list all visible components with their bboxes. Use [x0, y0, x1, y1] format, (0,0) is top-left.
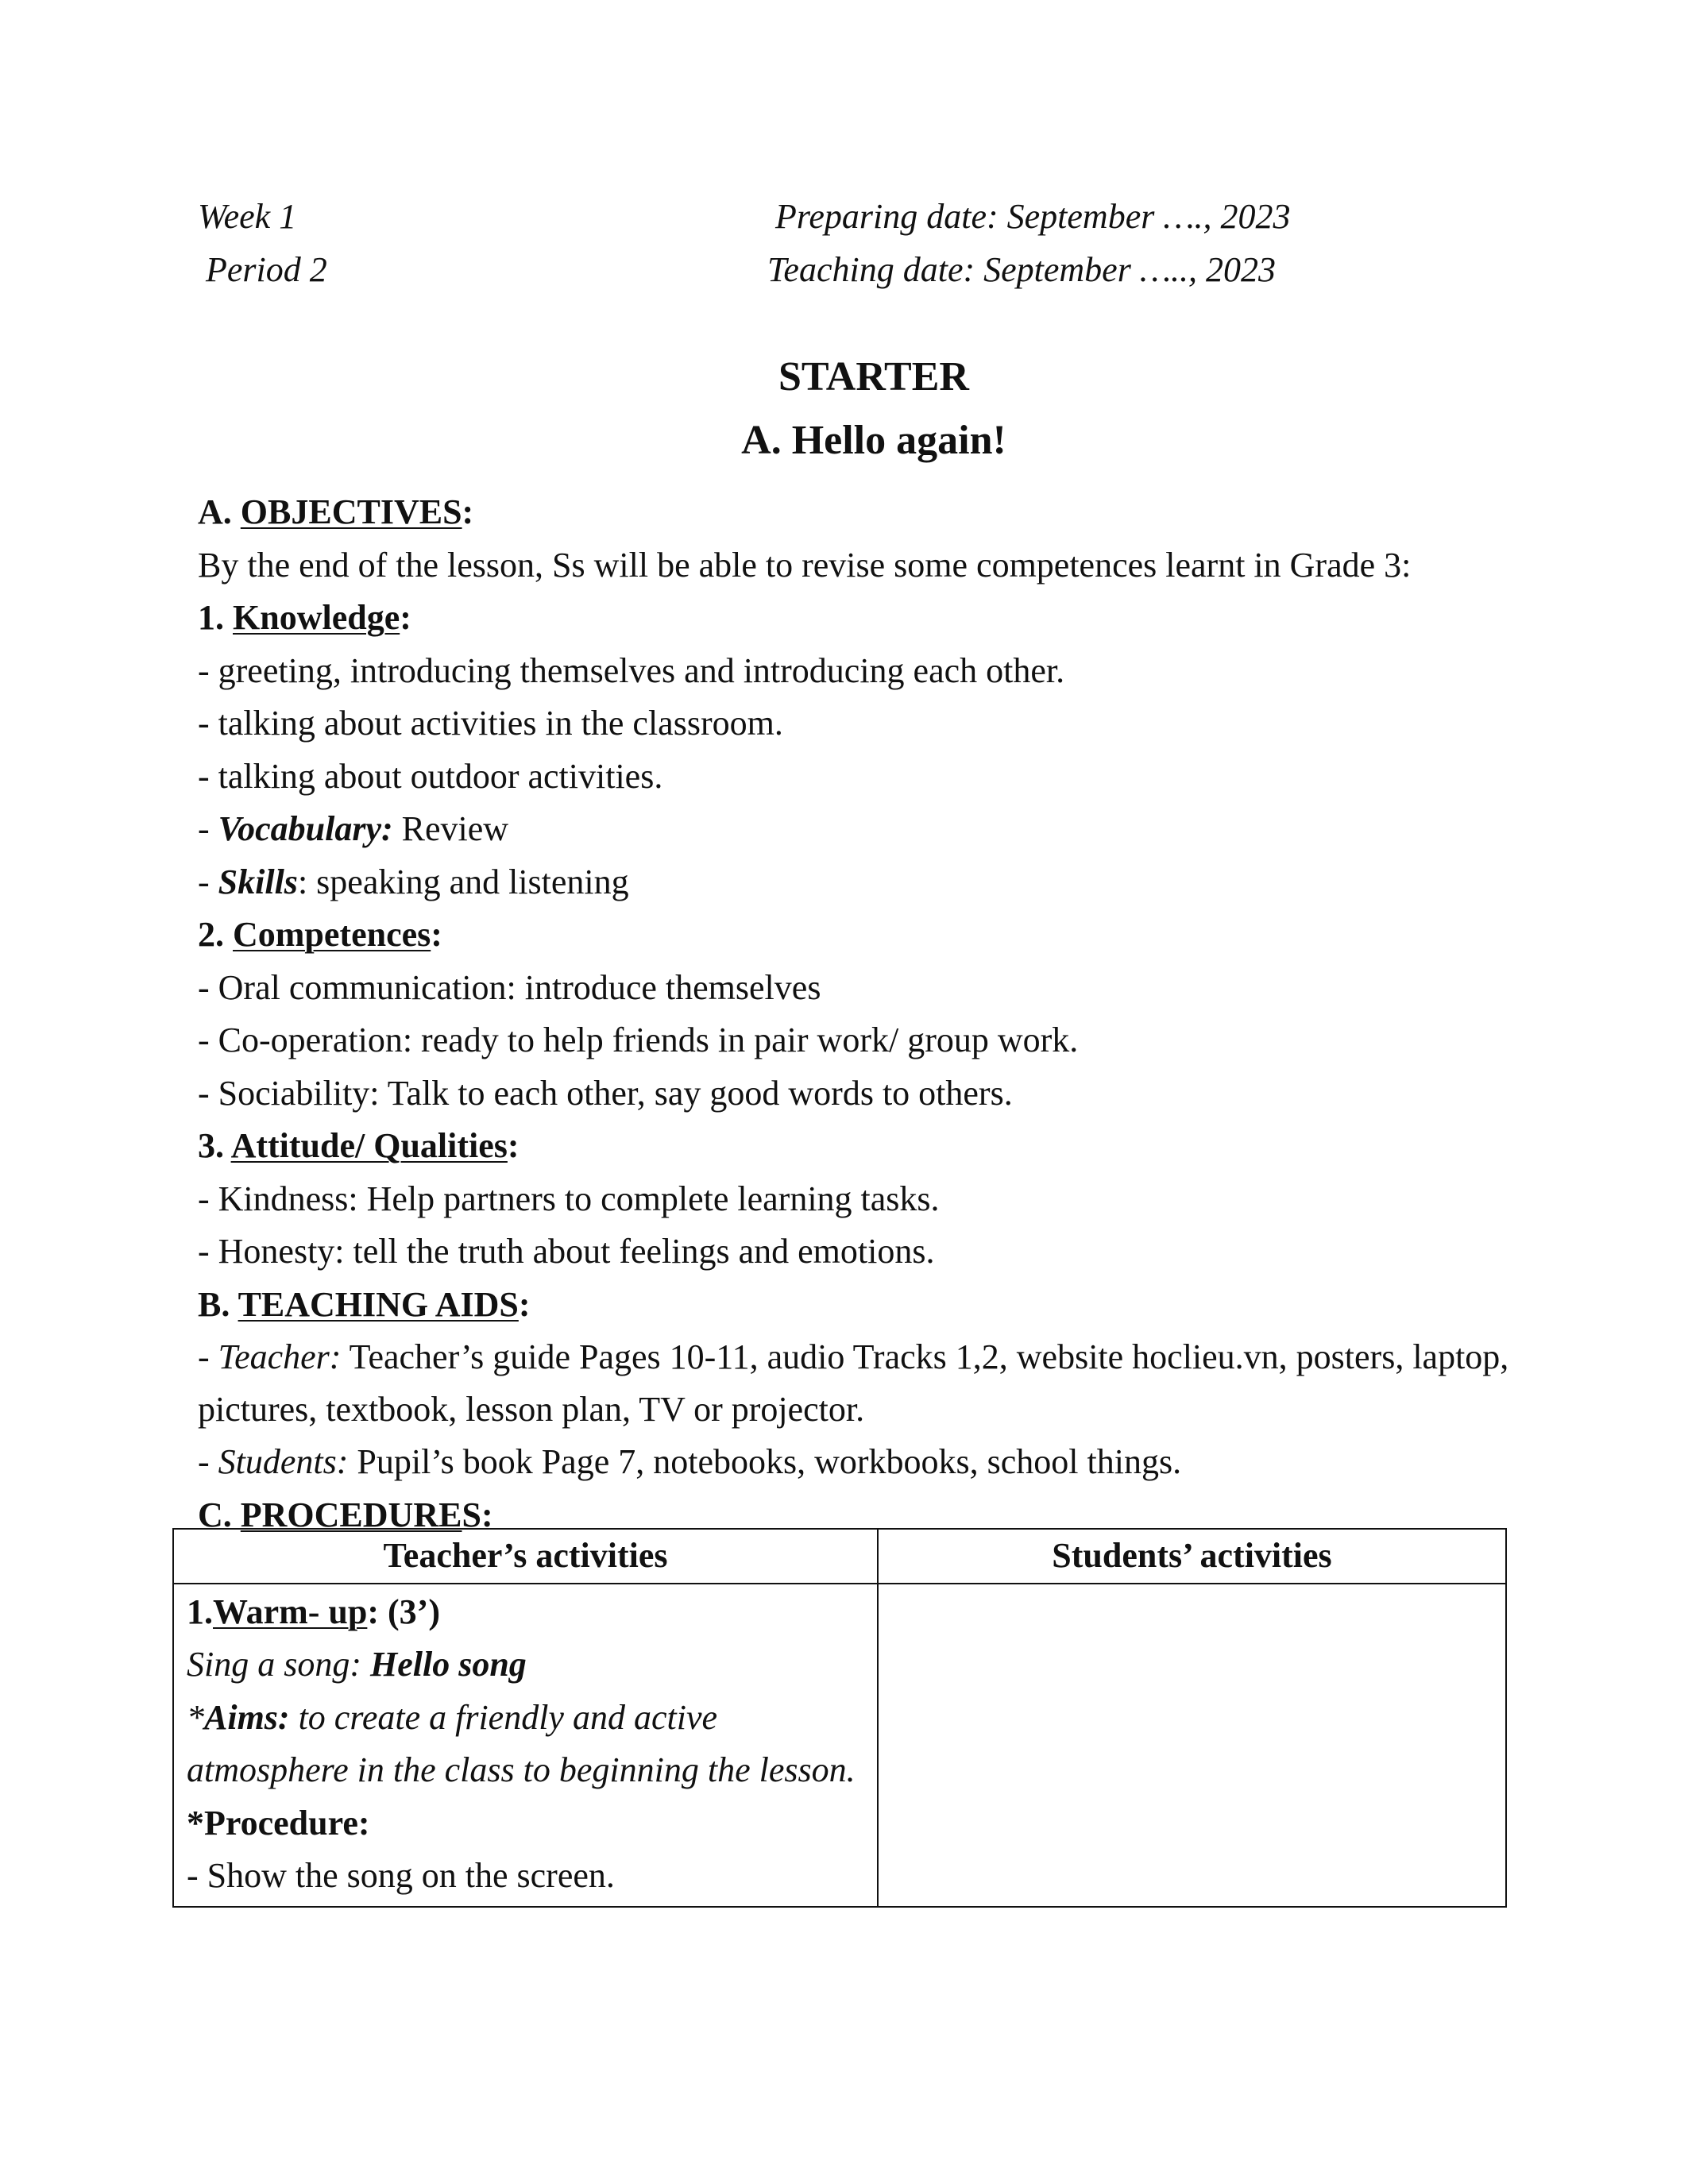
knowledge-item: - talking about outdoor activities. [198, 756, 663, 796]
competences-colon: : [431, 915, 442, 954]
aims-text: to create a friendly and active atmosphere in the class to beginning the lesson. [187, 1697, 856, 1789]
competences-heading-text: Competences [233, 915, 431, 954]
teaching-aids-prefix: B. [198, 1284, 238, 1324]
table-header-row [173, 1529, 1506, 1584]
objectives-prefix: A. [198, 492, 241, 531]
week-label: Week 1 [198, 197, 297, 236]
aims-label: Aims: [204, 1697, 290, 1737]
skills-value: : speaking and listening [297, 862, 629, 901]
period-label: Period 2 [206, 250, 327, 289]
teacher-aids-value: Teacher’s guide Pages 10-11, audio Tracks 1,2, website hoclieu.vn, posters, laptop, pictures, textbook, lesson plan, TV or projector. [198, 1337, 1509, 1429]
skills-label: Skills [218, 862, 298, 901]
vocabulary-dash: - [198, 809, 218, 848]
objectives-heading [198, 486, 1548, 539]
procedures-table [172, 1528, 1507, 1908]
song-title: Hello song [370, 1645, 527, 1684]
knowledge-item: - greeting, introducing themselves and introducing each other. [198, 650, 1065, 690]
attitude-heading [198, 1120, 1548, 1173]
table-row [173, 1584, 1506, 1907]
teacher-aids-line [198, 1331, 1540, 1436]
competence-item: - Sociability: Talk to each other, say good words to others. [198, 1073, 1013, 1113]
objectives-intro: By the end of the lesson, Ss will be able to revise some competences learnt in Grade 3: [198, 545, 1412, 585]
teaching-aids-heading [198, 1279, 1548, 1332]
students-aids-line [198, 1436, 1548, 1489]
procedures-heading-rest: S: [462, 1495, 493, 1534]
procedure-label: *Procedure: [187, 1803, 370, 1843]
teacher-activities-cell [173, 1584, 878, 1907]
procedure-step: - Show the song on the screen. [187, 1856, 615, 1895]
vocabulary-label: Vocabulary: [218, 809, 393, 848]
knowledge-heading-text: Knowledge [233, 598, 400, 637]
aims-paragraph [187, 1692, 864, 1797]
teacher-aids-label: Teacher: [218, 1337, 342, 1376]
students-aids-dash: - [198, 1442, 218, 1481]
warmup-number: 1. [187, 1592, 213, 1631]
objectives-heading-text: OBJECTIVES [240, 492, 462, 531]
knowledge-item: - talking about activities in the classroom. [198, 704, 783, 743]
attitude-prefix: 3. [198, 1126, 231, 1165]
teaching-aids-colon: : [518, 1284, 531, 1324]
knowledge-heading [198, 592, 1548, 645]
competence-item: - Oral communication: introduce themselves [198, 967, 821, 1007]
warmup-time: : (3’) [367, 1592, 440, 1631]
students-aids-value: Pupil’s book Page 7, notebooks, workbooks, school things. [348, 1442, 1182, 1481]
procedures-prefix: C. [198, 1495, 241, 1534]
sing-song-prefix: Sing a song: [187, 1645, 370, 1684]
knowledge-prefix: 1. [198, 598, 233, 637]
lesson-title: STARTER [778, 354, 969, 399]
aims-star: * [187, 1697, 204, 1737]
teacher-aids-dash: - [198, 1337, 218, 1376]
attitude-item: - Honesty: tell the truth about feelings and emotions. [198, 1232, 935, 1271]
attitude-item: - Kindness: Help partners to complete learning tasks. [198, 1179, 940, 1218]
teaching-aids-heading-text: TEACHING AIDS [238, 1284, 519, 1324]
students-activities-header: Students’ activities [878, 1529, 1506, 1584]
preparing-date: Preparing date: September …., 2023 [775, 197, 1291, 236]
teaching-date: Teaching date: September ….., 2023 [767, 250, 1276, 289]
teacher-activities-header: Teacher’s activities [173, 1529, 878, 1584]
sing-song-line [187, 1638, 864, 1692]
warmup-heading [187, 1586, 864, 1639]
skills-dash: - [198, 862, 218, 901]
vocabulary-line [198, 803, 1548, 856]
warmup-label: Warm- up [213, 1592, 368, 1631]
skills-line [198, 856, 1548, 909]
vocabulary-value: Review [392, 809, 509, 848]
objectives-colon: : [462, 492, 474, 531]
lesson-body [198, 486, 1548, 1542]
lesson-subtitle: A. Hello again! [741, 418, 1006, 463]
procedures-heading-text: PROCEDURE [240, 1495, 462, 1534]
attitude-heading-text: Attitude/ Qualities [230, 1126, 508, 1165]
attitude-colon: : [507, 1126, 520, 1165]
competence-item: - Co-operation: ready to help friends in pair work/ group work. [198, 1021, 1079, 1059]
competences-prefix: 2. [198, 915, 233, 954]
competences-heading [198, 909, 1548, 962]
students-aids-label: Students: [218, 1442, 349, 1481]
knowledge-colon: : [400, 598, 411, 637]
students-activities-cell [878, 1584, 1506, 1907]
